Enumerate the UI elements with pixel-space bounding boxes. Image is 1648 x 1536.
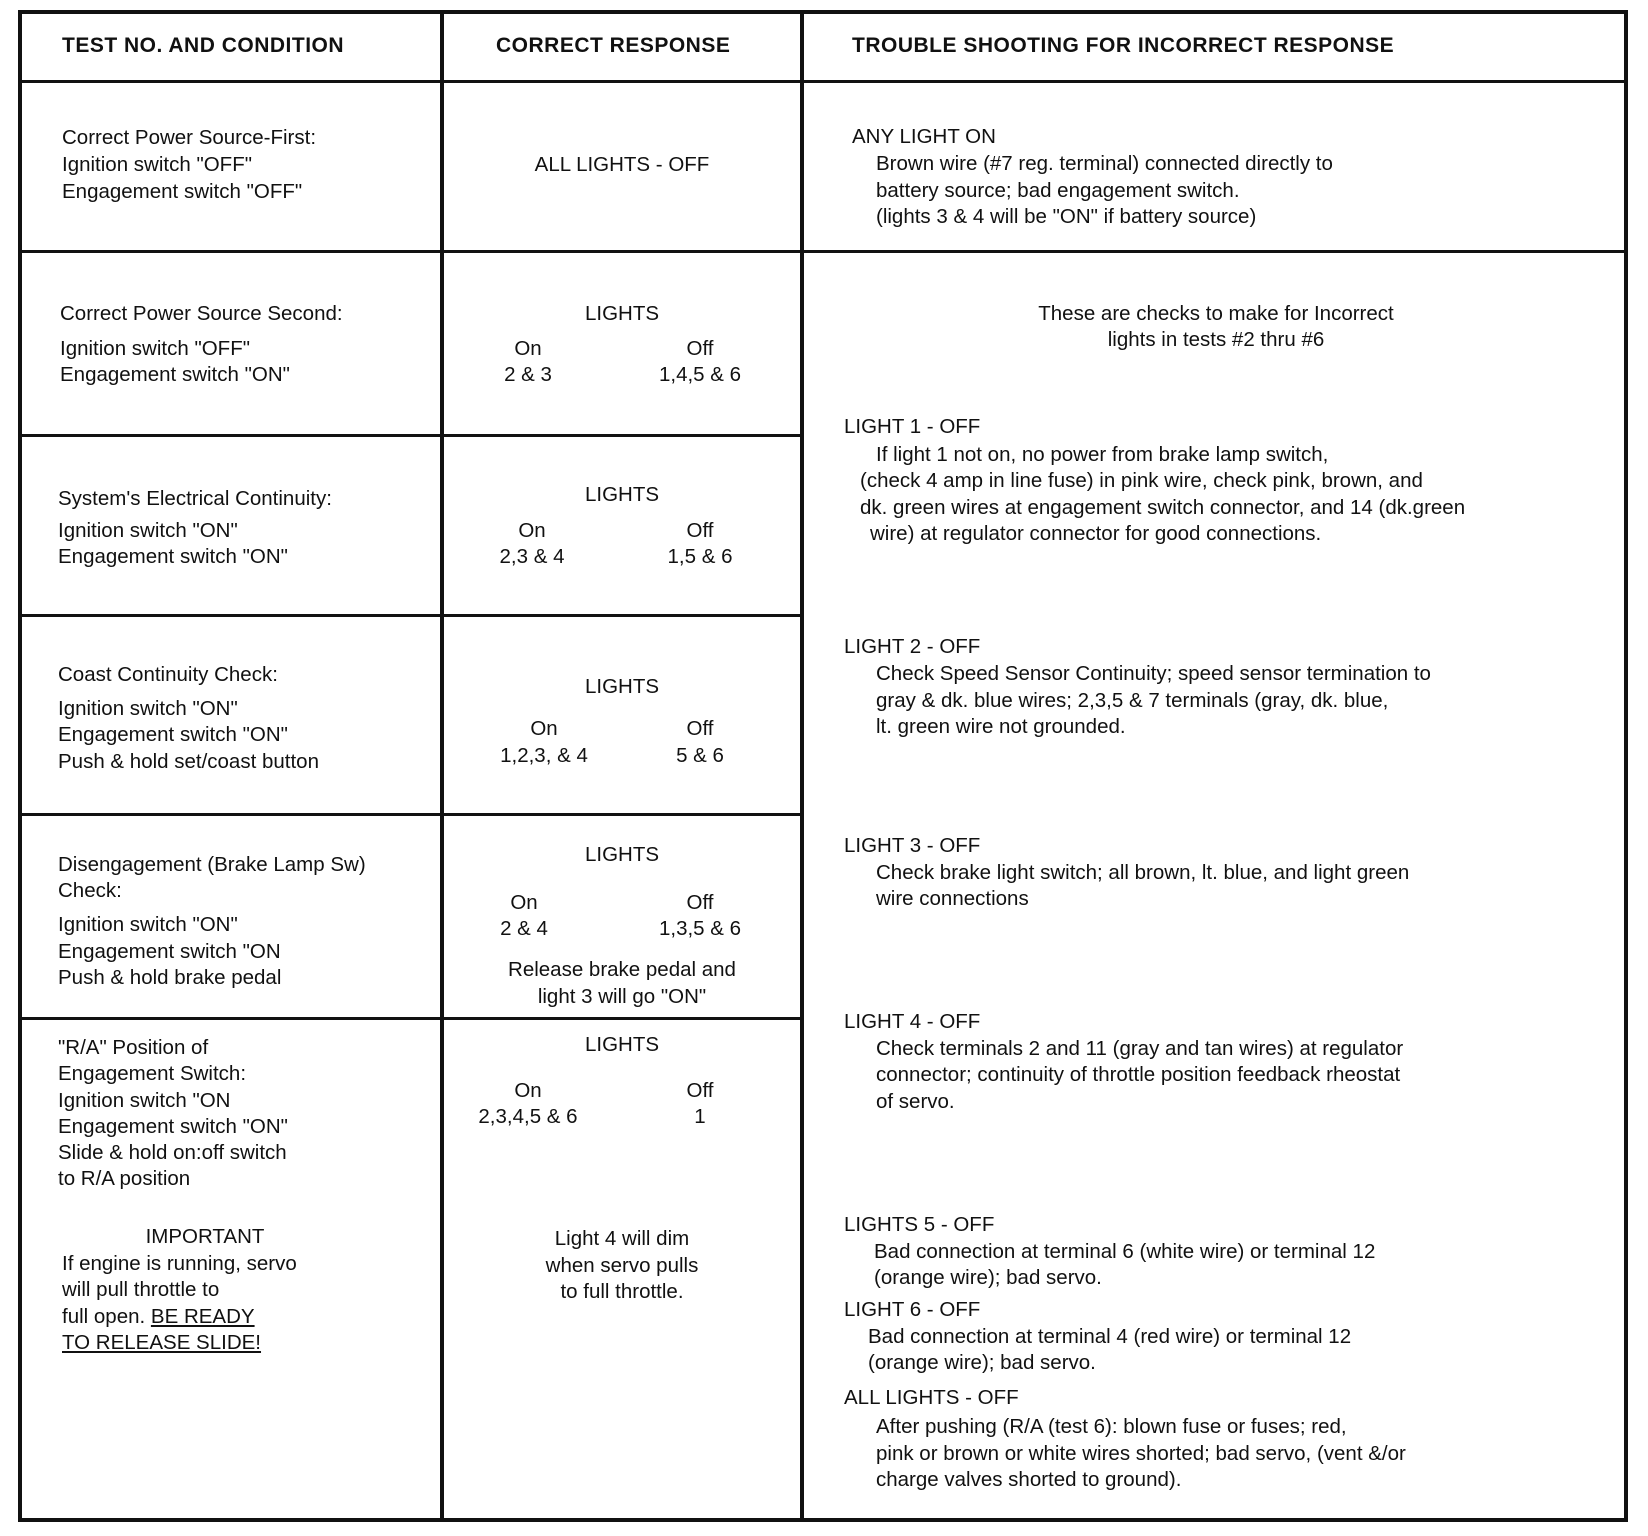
lights-label: LIGHTS: [584, 1033, 660, 1056]
row-divider: [18, 434, 802, 437]
header-correct-response: CORRECT RESPONSE: [496, 34, 731, 57]
header-test-condition: TEST NO. AND CONDITION: [62, 34, 345, 57]
trouble-line: (orange wire); bad servo.: [874, 1266, 1102, 1289]
trouble-line: If light 1 not on, no power from brake lamp switch,: [876, 443, 1329, 466]
condition-line: Engagement switch "ON": [58, 545, 288, 568]
important-text: full open.: [62, 1305, 151, 1328]
response-text: ALL LIGHTS - OFF: [534, 153, 710, 176]
condition-line: Ignition switch "ON": [58, 519, 238, 542]
off-values: 1,5 & 6: [667, 545, 733, 568]
trouble-line: dk. green wires at engagement switch connector, and 14 (dk.green: [860, 496, 1466, 519]
trouble-line: Check terminals 2 and 11 (gray and tan wires) at regulator: [876, 1037, 1404, 1060]
off-label: Off: [686, 717, 714, 740]
trouble-line: pink or brown or white wires shorted; bad servo, (vent &/or: [876, 1442, 1406, 1465]
condition-line: Engagement switch "ON": [58, 723, 288, 746]
lights-label: LIGHTS: [584, 483, 660, 506]
condition-line: Coast Continuity Check:: [58, 663, 278, 686]
condition-line: Push & hold set/coast button: [58, 750, 319, 773]
trouble-line: Bad connection at terminal 4 (red wire) or terminal 12: [868, 1325, 1352, 1348]
trouble-intro: These are checks to make for Incorrect: [1038, 302, 1394, 325]
trouble-line: (check 4 amp in line fuse) in pink wire, check pink, brown, and: [860, 469, 1423, 492]
trouble-line: wire) at regulator connector for good connections.: [870, 522, 1322, 545]
on-label: On: [530, 717, 558, 740]
response-note: when servo pulls: [545, 1254, 699, 1277]
off-label: Off: [686, 891, 714, 914]
trouble-line: battery source; bad engagement switch.: [876, 179, 1240, 202]
off-values: 1: [694, 1105, 706, 1128]
condition-line: Engagement switch "ON: [58, 940, 281, 963]
condition-line: Correct Power Source-First:: [62, 126, 317, 149]
condition-line: Ignition switch "ON: [58, 1089, 231, 1112]
condition-line: Slide & hold on:off switch: [58, 1141, 287, 1164]
trouble-line: lt. green wire not grounded.: [876, 715, 1126, 738]
on-values: 2 & 4: [500, 917, 548, 940]
trouble-line: Brown wire (#7 reg. terminal) connected directly to: [876, 152, 1333, 175]
condition-line: Ignition switch "OFF": [62, 153, 252, 176]
trouble-line: (orange wire); bad servo.: [868, 1351, 1096, 1374]
off-label: Off: [686, 337, 714, 360]
row-divider: [18, 614, 802, 617]
response-note: to full throttle.: [560, 1280, 684, 1303]
row-divider: [18, 813, 802, 816]
trouble-line: of servo.: [876, 1090, 955, 1113]
warning-underlined-text: BE READY: [150, 1305, 255, 1328]
condition-line: System's Electrical Continuity:: [58, 487, 332, 510]
on-label: On: [514, 1079, 542, 1102]
trouble-title: ALL LIGHTS - OFF: [844, 1386, 1019, 1409]
trouble-title: ANY LIGHT ON: [852, 125, 996, 148]
condition-line: Engagement switch "ON": [60, 363, 290, 386]
lights-label: LIGHTS: [584, 302, 660, 325]
trouble-title: LIGHT 1 - OFF: [844, 415, 981, 438]
column-divider: [800, 10, 804, 1522]
condition-line: "R/A" Position of: [58, 1036, 209, 1059]
on-values: 1,2,3, & 4: [500, 744, 588, 767]
warning-underlined-text: TO RELEASE SLIDE!: [62, 1331, 262, 1354]
response-note: Release brake pedal and: [508, 958, 736, 981]
lights-label: LIGHTS: [584, 843, 660, 866]
condition-line: Ignition switch "ON": [58, 913, 238, 936]
row-divider: [18, 250, 1628, 253]
important-line: If engine is running, servo: [62, 1252, 297, 1275]
condition-line: Engagement switch "ON": [58, 1115, 288, 1138]
important-line: [62, 1304, 255, 1331]
condition-line: Engagement Switch:: [58, 1062, 247, 1085]
condition-line: Check:: [58, 879, 122, 902]
on-label: On: [514, 337, 542, 360]
on-label: On: [518, 519, 546, 542]
response-note: light 3 will go "ON": [537, 985, 707, 1008]
response-note: Light 4 will dim: [554, 1227, 690, 1250]
trouble-title: LIGHT 6 - OFF: [844, 1298, 981, 1321]
trouble-title: LIGHTS 5 - OFF: [844, 1213, 995, 1236]
trouble-intro: lights in tests #2 thru #6: [1107, 328, 1325, 351]
off-label: Off: [686, 519, 714, 542]
on-values: 2 & 3: [504, 363, 552, 386]
lights-label: LIGHTS: [584, 675, 660, 698]
trouble-line: Bad connection at terminal 6 (white wire) or terminal 12: [874, 1240, 1376, 1263]
trouble-line: connector; continuity of throttle position feedback rheostat: [876, 1063, 1401, 1086]
condition-line: Ignition switch "OFF": [60, 337, 250, 360]
off-values: 1,3,5 & 6: [658, 917, 742, 940]
trouble-title: LIGHT 4 - OFF: [844, 1010, 981, 1033]
condition-line: to R/A position: [58, 1167, 191, 1190]
on-values: 2,3,4,5 & 6: [478, 1105, 578, 1128]
off-values: 1,4,5 & 6: [658, 363, 742, 386]
trouble-line: (lights 3 & 4 will be "ON" if battery source): [876, 205, 1257, 228]
condition-line: Ignition switch "ON": [58, 697, 238, 720]
trouble-title: LIGHT 2 - OFF: [844, 635, 981, 658]
off-values: 5 & 6: [676, 744, 724, 767]
trouble-line: Check Speed Sensor Continuity; speed sensor termination to: [876, 662, 1431, 685]
important-title: IMPORTANT: [145, 1225, 265, 1248]
trouble-line: wire connections: [876, 887, 1029, 910]
condition-line: Push & hold brake pedal: [58, 966, 282, 989]
trouble-line: Check brake light switch; all brown, lt. blue, and light green: [876, 861, 1410, 884]
important-line: will pull throttle to: [62, 1278, 220, 1301]
row-divider: [18, 1017, 802, 1020]
trouble-title: LIGHT 3 - OFF: [844, 834, 981, 857]
on-label: On: [510, 891, 538, 914]
off-label: Off: [686, 1079, 714, 1102]
condition-line: Engagement switch "OFF": [62, 180, 303, 203]
trouble-line: gray & dk. blue wires; 2,3,5 & 7 terminals (gray, dk. blue,: [876, 689, 1389, 712]
header-trouble-shooting: TROUBLE SHOOTING FOR INCORRECT RESPONSE: [852, 34, 1395, 57]
condition-line: Disengagement (Brake Lamp Sw): [58, 853, 366, 876]
on-values: 2,3 & 4: [499, 545, 565, 568]
trouble-line: charge valves shorted to ground).: [876, 1468, 1182, 1491]
condition-line: Correct Power Source Second:: [60, 302, 343, 325]
trouble-line: After pushing (R/A (test 6): blown fuse or fuses; red,: [876, 1415, 1347, 1438]
